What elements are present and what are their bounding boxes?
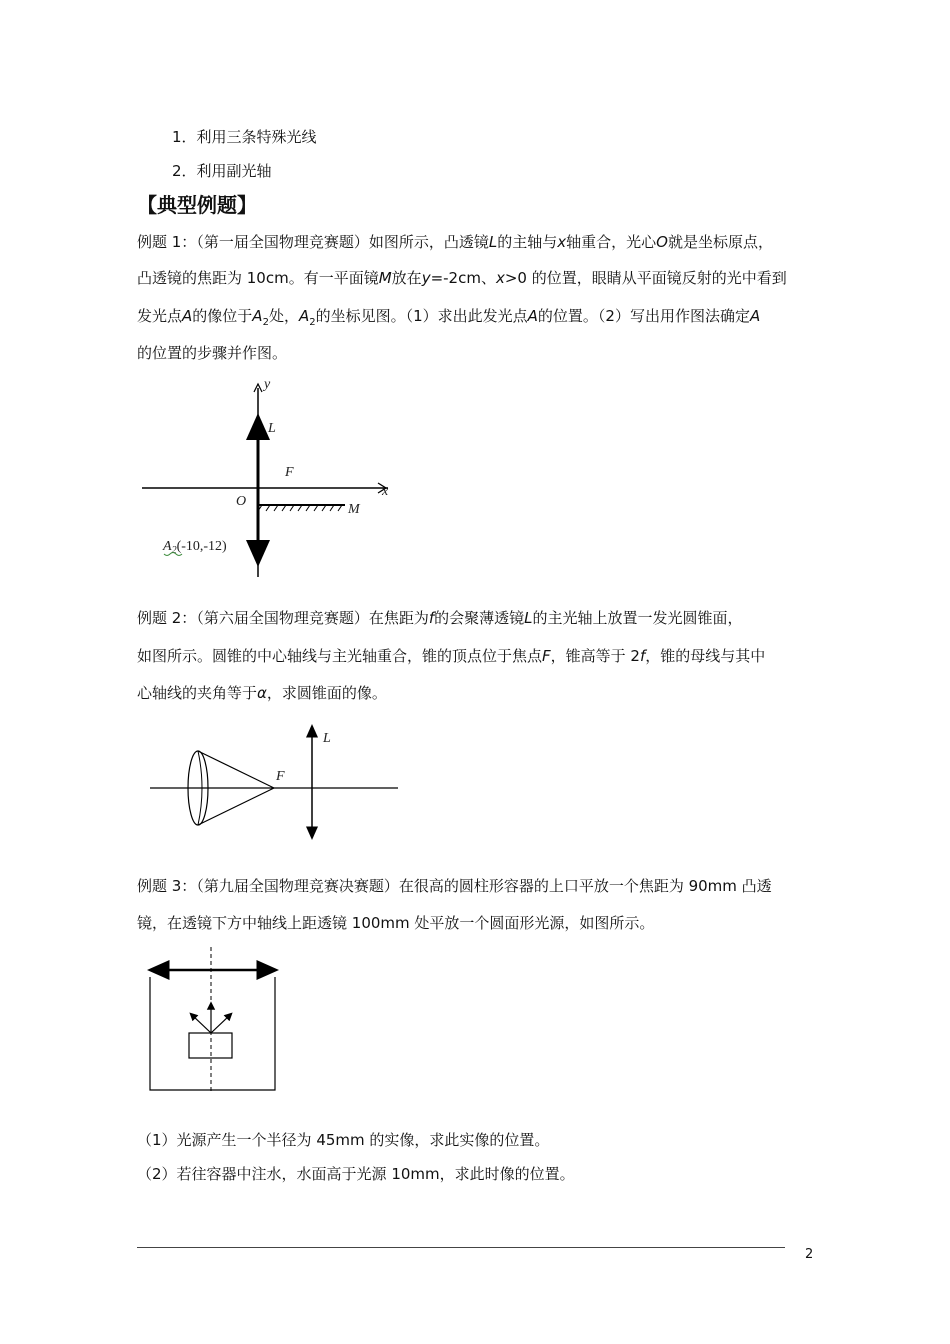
text-run: 如图所示，凸透镜 (368, 233, 489, 251)
variable: f (428, 609, 435, 627)
focus-label: F (285, 465, 294, 480)
point-letter: A (163, 539, 172, 554)
variable: A (527, 307, 538, 325)
example3-line2 (137, 913, 827, 933)
text-run: 的位置的步骤并作图。 (137, 344, 288, 362)
cone-slant-bottom (198, 788, 274, 825)
variable: α (257, 684, 267, 702)
example-source: （第一届全国物理竞赛题） (196, 233, 369, 251)
text-run: ，锥高等于 2 (550, 647, 640, 665)
variable: A (298, 307, 310, 325)
variable: M (378, 269, 392, 287)
example2-line2 (137, 646, 827, 666)
subscript: 2 (262, 317, 269, 328)
text-run: 在焦距为 (368, 609, 429, 627)
variable: y (421, 269, 431, 287)
method-item-1 (172, 127, 862, 147)
point-coordinates: (-10,-12) (176, 539, 227, 554)
y-axis-label: y (264, 377, 271, 392)
focus-label: F (276, 769, 285, 784)
example-source: （第九届全国物理竞赛决赛题） (196, 877, 399, 895)
text-run: 就是坐标原点， (667, 233, 773, 251)
example1-line2 (137, 268, 827, 288)
text-run: ，锥的母线与其中 (645, 647, 766, 665)
list-number: 1． (172, 128, 197, 146)
example1-line4 (137, 343, 827, 363)
list-number: 2． (172, 162, 197, 180)
method-item-2 (172, 161, 862, 181)
ray-left (192, 1015, 211, 1033)
variable: f (639, 647, 646, 665)
text-run: 的主轴与 (497, 233, 558, 251)
text-run: 的位置。（2）写出用作图法确定 (537, 307, 750, 325)
example1-line3 (137, 306, 827, 326)
mirror-label: M (348, 502, 360, 517)
variable: L (488, 233, 498, 251)
variable: L (524, 609, 533, 627)
variable: A (182, 307, 193, 325)
page-number: 2 (805, 1247, 814, 1262)
section-heading: 【典型例题】 (137, 193, 257, 217)
text-run: 凸透镜的焦距为 10cm。有一平面镜 (137, 269, 379, 287)
point-subscript: 2 (171, 545, 177, 556)
example3-line1 (137, 876, 827, 896)
text-run: >0 的位置，眼睛从平面镜反射的光中看到 (504, 269, 787, 287)
ray-right (211, 1015, 230, 1033)
text-run: 放在 (391, 269, 422, 287)
figure-cone-lens-diagram (148, 722, 403, 847)
text-run: ，求圆锥面的像。 (266, 684, 387, 702)
example-label: 例题 3： (137, 877, 197, 895)
variable: A (252, 307, 263, 325)
variable: O (656, 233, 668, 251)
question-2: （2）若往容器中注水，水面高于光源 10mm，求此时像的位置。 (137, 1165, 575, 1183)
example-source: （第六届全国物理竞赛题） (196, 609, 369, 627)
text-run: 心轴线的夹角等于 (137, 684, 258, 702)
variable: F (542, 647, 551, 665)
x-axis-label: x (382, 484, 389, 499)
text-run: 的坐标见图。（1）求出此发光点 (315, 307, 528, 325)
text-run: 的像位于 (192, 307, 253, 325)
text-run: 镜，在透镜下方中轴线上距透镜 100mm 处平放一个圆面形光源，如图所示。 (137, 914, 655, 932)
example1-line1 (137, 232, 827, 252)
lens-label: L (268, 421, 276, 436)
origin-label: O (236, 494, 247, 509)
text-run: 的会聚薄透镜 (434, 609, 525, 627)
text-run: 的主光轴上放置一发光圆锥面， (532, 609, 743, 627)
figure-container-lens-diagram (145, 945, 280, 1095)
figure-lens-mirror-diagram (130, 370, 400, 585)
text-run: 处， (268, 307, 299, 325)
example2-line3 (137, 683, 827, 703)
example-label: 例题 2： (137, 609, 197, 627)
variable: x (495, 269, 505, 287)
cone-slant-top (198, 751, 274, 788)
text-run: 轴重合，光心 (566, 233, 657, 251)
list-text: 利用副光轴 (196, 162, 272, 180)
text-run: =-2cm、 (430, 269, 496, 287)
text-run: 如图所示。圆锥的中心轴线与主光轴重合，锥的顶点位于焦点 (137, 647, 543, 665)
lens-label: L (323, 731, 331, 746)
text-run: 发光点 (137, 307, 183, 325)
footer-divider (137, 1247, 785, 1248)
image-point-label (162, 539, 227, 556)
list-text: 利用三条特殊光线 (196, 128, 317, 146)
example2-line1 (137, 608, 827, 628)
text-run: 在很高的圆柱形容器的上口平放一个焦距为 90mm 凸透 (398, 877, 772, 895)
example-label: 例题 1： (137, 233, 197, 251)
variable: x (557, 233, 567, 251)
question-1: （1）光源产生一个半径为 45mm 的实像，求此实像的位置。 (137, 1131, 550, 1149)
variable: A (749, 307, 761, 325)
subscript: 2 (309, 317, 316, 328)
